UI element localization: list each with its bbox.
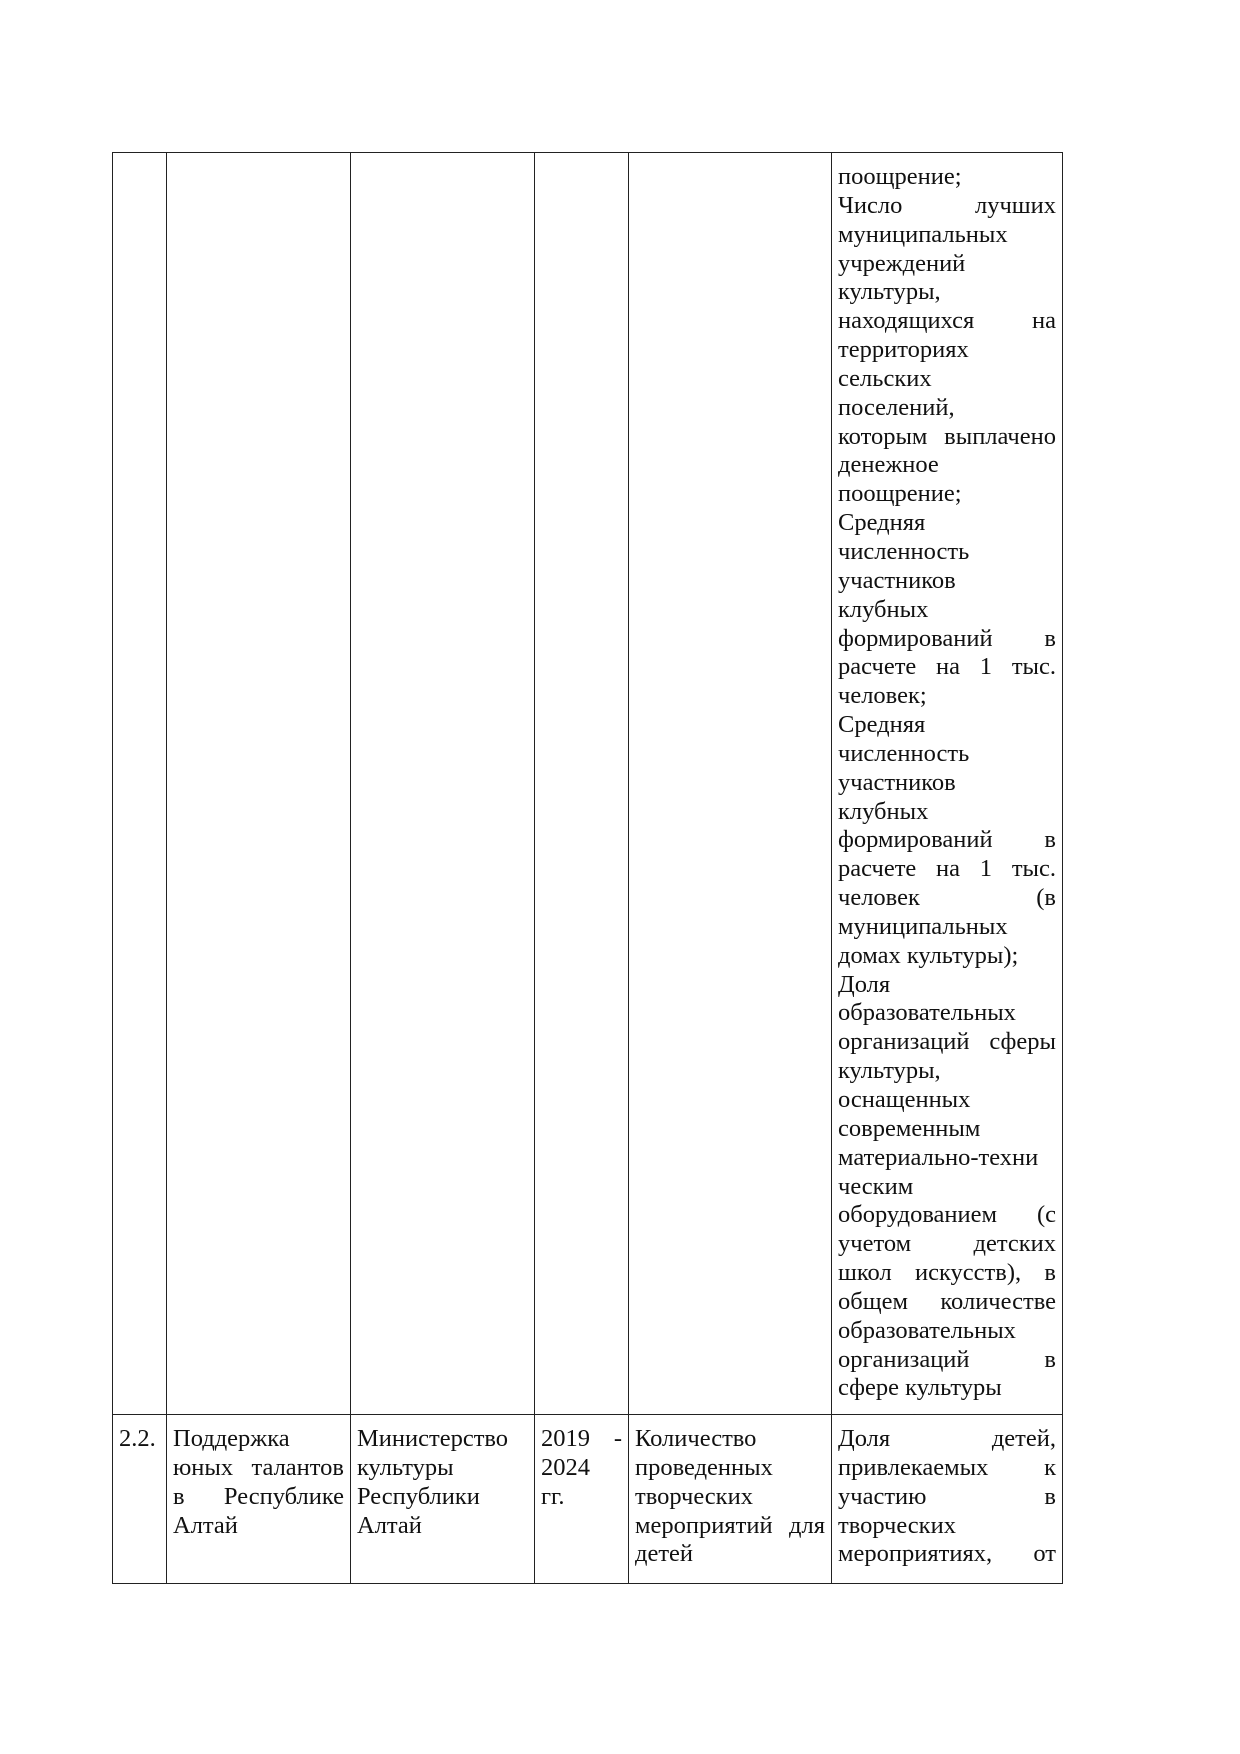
cell-text-line: поселений, xyxy=(838,393,955,421)
cell-text-line: в Республике xyxy=(173,1482,344,1510)
cell-text-line: численность xyxy=(838,739,970,767)
direct-result-cell xyxy=(629,153,832,1415)
cell-text-line: Доля xyxy=(838,970,891,998)
indicator-cell xyxy=(832,1415,1063,1584)
cell-text-line: Доля детей, xyxy=(838,1425,1056,1452)
cell-text-line: мероприятий для xyxy=(635,1511,825,1539)
measure-name-cell xyxy=(167,1415,351,1584)
cell-text-line: творческих xyxy=(838,1511,956,1539)
cell-text-line: культуры, xyxy=(838,278,941,306)
table-row xyxy=(113,153,1063,1415)
cell-text-line: сфере культуры xyxy=(838,1374,1002,1402)
cell-text-line: мероприятиях, от xyxy=(838,1540,1056,1568)
cell-text-line: юных талантов xyxy=(173,1453,344,1481)
cell-text-line: образовательных xyxy=(838,1316,1016,1344)
cell-text-line: детей xyxy=(635,1540,694,1568)
cell-text-line: Поддержка xyxy=(173,1425,290,1452)
cell-text-line: участников xyxy=(838,768,956,796)
cell-text-line: оснащенных xyxy=(838,1086,971,1113)
cell-text-line: современным xyxy=(838,1114,981,1142)
cell-text-line: Количество xyxy=(635,1425,757,1452)
cell-text-line: которым выплачено xyxy=(838,422,1056,450)
cell-text-line: расчете на 1 тыс. xyxy=(838,653,1056,681)
table-row xyxy=(113,1415,1063,1584)
cell-text-line: привлекаемых к xyxy=(838,1453,1056,1481)
cell-text-line: муниципальных xyxy=(838,220,1008,248)
cell-text-line: формирований в xyxy=(838,826,1056,854)
row-number-cell xyxy=(113,1415,167,1584)
cell-text-line: человек; xyxy=(838,682,927,710)
cell-text-line: формирований в xyxy=(838,624,1056,652)
cell-text-line: Средняя xyxy=(838,711,926,739)
responsible-cell xyxy=(351,153,535,1415)
cell-text-line: культуры xyxy=(357,1453,454,1481)
cell-text-line: гг. xyxy=(541,1482,565,1510)
cell-text-line: учреждений xyxy=(838,249,966,277)
cell-text-line: муниципальных xyxy=(838,912,1008,940)
cell-text-line: ческим xyxy=(838,1172,914,1200)
cell-text-line: численность xyxy=(838,537,970,565)
cell-text-line: оборудованием (с xyxy=(838,1201,1056,1229)
cell-text-line: находящихся на xyxy=(838,307,1056,335)
indicator-cell xyxy=(832,153,1063,1415)
cell-text-line: 2024 xyxy=(541,1453,590,1481)
period-cell xyxy=(535,1415,629,1584)
cell-text-line: клубных xyxy=(838,797,929,825)
direct-result-cell xyxy=(629,1415,832,1584)
cell-text-line: Республики xyxy=(357,1482,480,1510)
measure-name-cell xyxy=(167,153,351,1415)
cell-text-line: клубных xyxy=(838,595,929,623)
responsible-cell xyxy=(351,1415,535,1584)
cell-text-line: участию в xyxy=(838,1482,1056,1510)
cell-text-line: 2019 - xyxy=(541,1425,622,1452)
cell-text-line: сельских xyxy=(838,364,932,392)
cell-text-line: культуры, xyxy=(838,1057,941,1085)
cell-text-line: творческих xyxy=(635,1482,753,1510)
cell-text-line: расчете на 1 тыс. xyxy=(838,855,1056,883)
cell-text-line: Средняя xyxy=(838,509,926,537)
period-cell xyxy=(535,153,629,1415)
cell-text-line: проведенных xyxy=(635,1453,773,1481)
measures-table xyxy=(112,152,1063,1584)
cell-text-line: поощрение; xyxy=(838,480,962,508)
cell-text-line: школ искусств), в xyxy=(838,1259,1056,1287)
cell-text-line: материально-техни xyxy=(838,1143,1039,1171)
cell-text-line: Число лучших xyxy=(838,191,1056,219)
cell-text-line: организаций в xyxy=(838,1345,1056,1373)
cell-text-line: Министерство xyxy=(357,1425,509,1452)
cell-text-line: поощрение; xyxy=(838,163,962,190)
cell-text-line: участников xyxy=(838,566,956,594)
cell-text-line: домах культуры); xyxy=(838,941,1019,969)
cell-text-line: территориях xyxy=(838,336,969,364)
cell-text-line: Алтай xyxy=(173,1511,238,1539)
cell-text-line: образовательных xyxy=(838,999,1016,1027)
row-number-cell xyxy=(113,153,167,1415)
cell-text-line: человек (в xyxy=(838,884,1056,912)
cell-text-line: 2.2. xyxy=(119,1425,156,1452)
cell-text-line: Алтай xyxy=(357,1511,422,1539)
cell-text-line: общем количестве xyxy=(838,1287,1056,1315)
cell-text-line: учетом детских xyxy=(838,1230,1056,1258)
cell-text-line: денежное xyxy=(838,451,939,479)
cell-text-line: организаций сферы xyxy=(838,1028,1056,1056)
